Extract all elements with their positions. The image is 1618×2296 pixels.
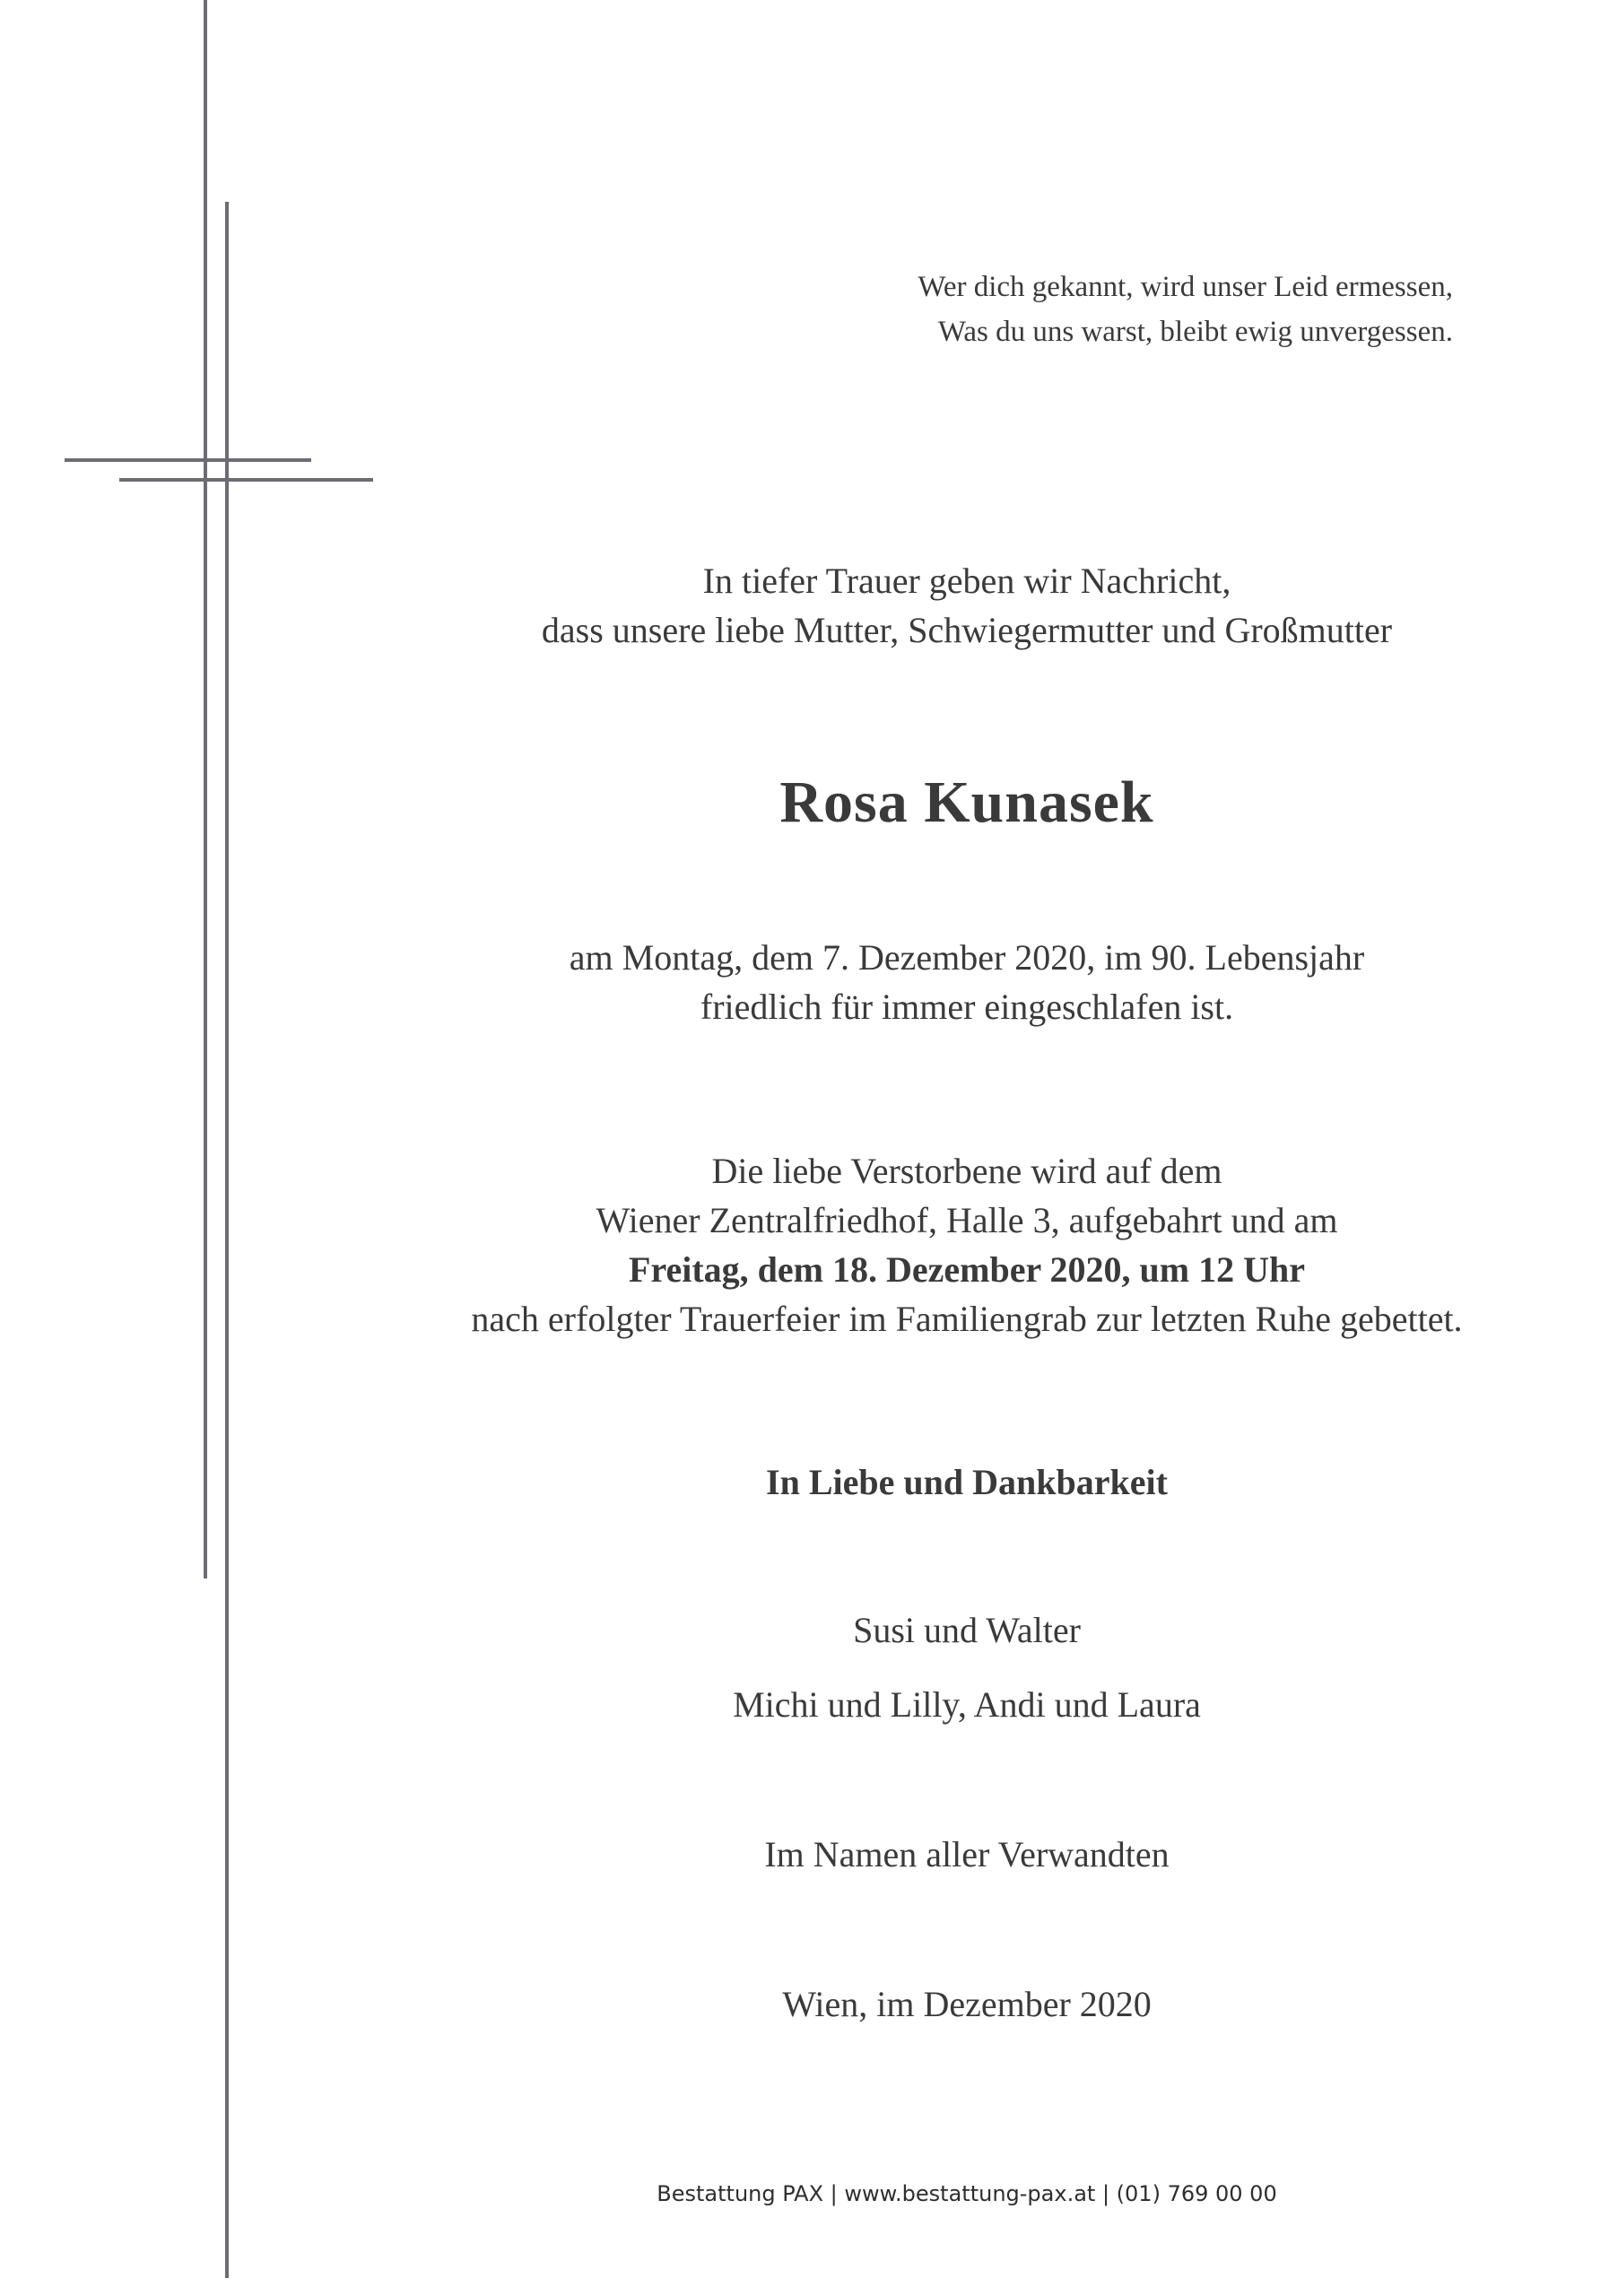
funeral-date: Freitag, dem 18. Dezember 2020, um 12 Uhr	[629, 1249, 1305, 1290]
intro-line: dass unsere liebe Mutter, Schwiegermutter und Großmutter	[541, 610, 1393, 650]
funeral-line: nach erfolgter Trauerfeier im Familiengrab zur letzten Ruhe gebettet.	[471, 1299, 1463, 1339]
intro-line: In tiefer Trauer geben wir Nachricht,	[702, 561, 1231, 601]
place-date: Wien, im Dezember 2020	[782, 1984, 1152, 2024]
cross-horizontal-upper	[65, 458, 311, 462]
memorial-verse	[843, 265, 1453, 354]
announcement-intro	[0, 556, 1618, 655]
funeral-line: Wiener Zentralfriedhof, Halle 3, aufgebahrt und am	[596, 1200, 1338, 1240]
mourner-names-2: Michi und Lilly, Andi und Laura	[733, 1684, 1201, 1725]
deceased-name: Rosa Kunasek	[779, 770, 1154, 835]
death-line: am Montag, dem 7. Dezember 2020, im 90. Lebensjahr	[569, 937, 1365, 978]
death-line: friedlich für immer eingeschlafen ist.	[700, 987, 1234, 1027]
verse-line: Was du uns warst, bleibt ewig unvergessen.	[937, 316, 1453, 348]
cross-horizontal-lower	[119, 478, 373, 482]
death-notice	[0, 933, 1618, 1031]
relatives-line: Im Namen aller Verwandten	[764, 1834, 1170, 1874]
funeral-line: Die liebe Verstorbene wird auf dem	[711, 1151, 1222, 1191]
funeral-home-footer: Bestattung PAX | www.bestattung-pax.at | (01) 769 00 00	[657, 2181, 1277, 2206]
closing-phrase: In Liebe und Dankbarkeit	[766, 1462, 1168, 1502]
mourner-names-1: Susi und Walter	[853, 1610, 1081, 1650]
verse-line: Wer dich gekannt, wird unser Leid ermessen,	[918, 271, 1453, 303]
funeral-details	[0, 1146, 1618, 1344]
